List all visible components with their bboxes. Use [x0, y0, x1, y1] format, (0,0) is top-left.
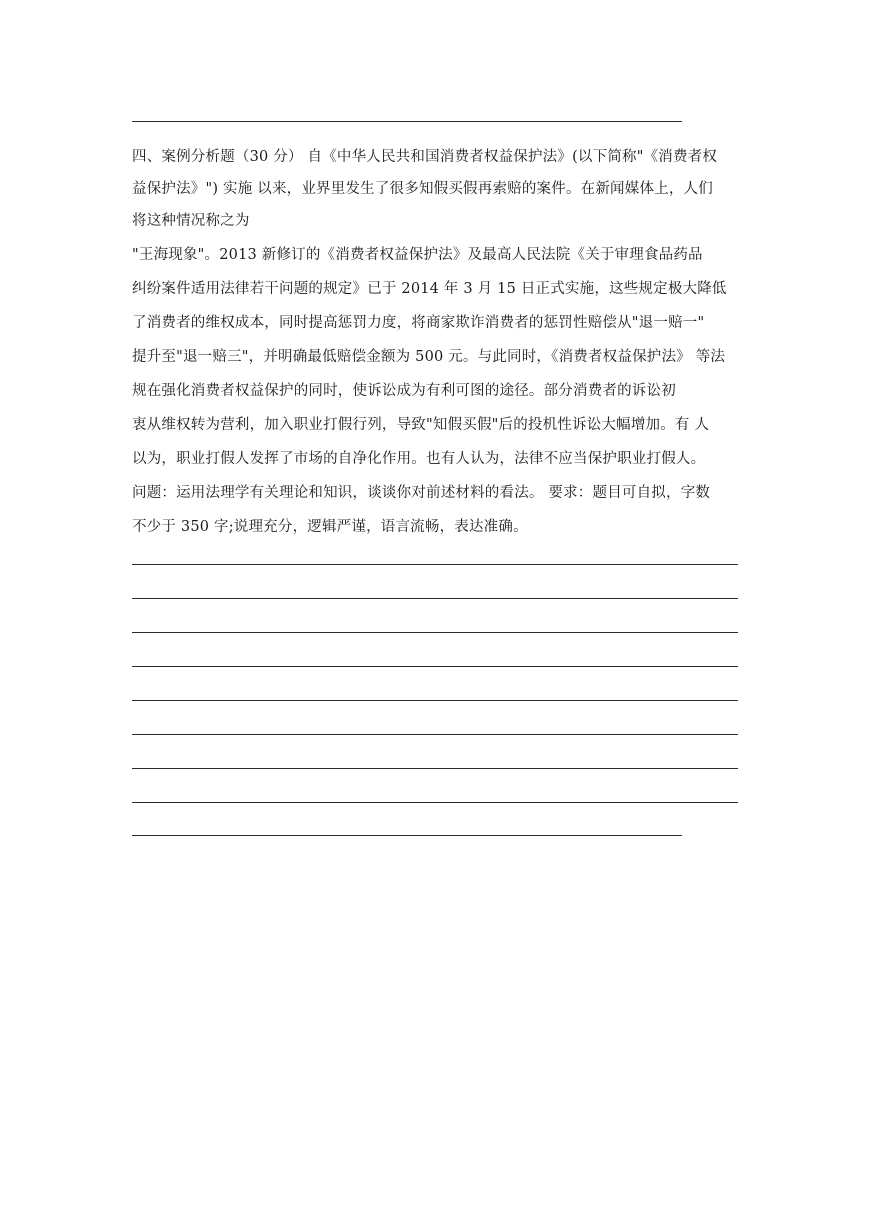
answer-line — [132, 666, 738, 667]
answer-line — [132, 835, 682, 836]
question-text-line: 问题：运用法理学有关理论和知识，谈谈你对前述材料的看法。 要求：题目可自拟，字数 — [132, 485, 711, 501]
answer-line — [132, 121, 682, 122]
answer-line — [132, 632, 738, 633]
question-text-line: 规在强化消费者权益保护的同时，使诉讼成为有利可图的途径。部分消费者的诉讼初 — [132, 383, 676, 399]
answer-line — [132, 598, 738, 599]
question-text-line: "王海现象"。2013 新修订的《消费者权益保护法》及最高人民法院《关于审理食品药品 — [132, 247, 703, 263]
answer-line — [132, 802, 738, 803]
question-text-line: 将这种情况称之为 — [132, 213, 250, 229]
question-text-line: 以为，职业打假人发挥了市场的自净化作用。也有人认为，法律不应当保护职业打假人。 — [132, 451, 706, 467]
question-text-line: 提升至"退一赔三"，并明确最低赔偿金额为 500 元。与此同时，《消费者权益保护法》 等法 — [132, 349, 726, 365]
question-text-line: 益保护法》") 实施 以来，业界里发生了很多知假买假再索赔的案件。在新闻媒体上，人们 — [132, 181, 713, 197]
answer-line — [132, 700, 738, 701]
answer-line — [132, 734, 738, 735]
answer-line — [132, 564, 738, 565]
question-text-line: 不少于 350 字;说理充分，逻辑严谨，语言流畅，表达准确。 — [132, 519, 528, 535]
question-text-line: 了消费者的维权成本，同时提高惩罚力度，将商家欺诈消费者的惩罚性赔偿从"退一赔一" — [132, 315, 705, 331]
answer-line — [132, 768, 738, 769]
question-text-line: 四、案例分析题（30 分） 自《中华人民共和国消费者权益保护法》(以下简称"《消费者权 — [132, 149, 718, 165]
question-text-line: 纠纷案件适用法律若干问题的规定》已于 2014 年 3 月 15 日正式实施，这些规定极大降低 — [132, 281, 727, 297]
question-text-line: 衷从维权转为营利，加入职业打假行列，导致"知假买假"后的投机性诉讼大幅增加。有 人 — [132, 417, 710, 433]
